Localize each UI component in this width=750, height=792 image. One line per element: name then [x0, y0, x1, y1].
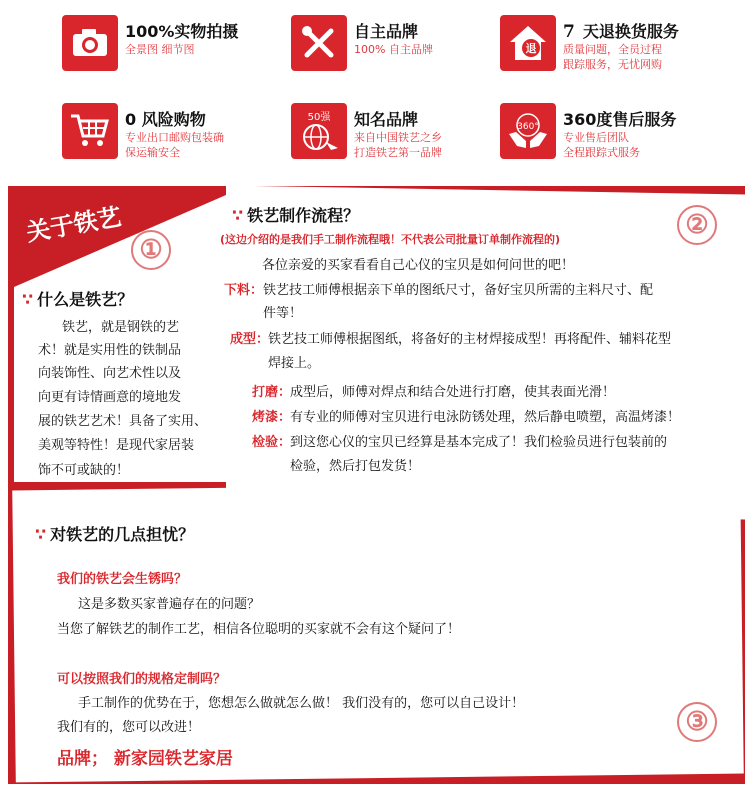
section-number-3: ③ [677, 702, 717, 742]
feature-sub: 全景图 细节图 [125, 43, 195, 56]
hands-service-icon [500, 103, 556, 159]
feature-title: 知名品牌 [354, 110, 419, 129]
house-return-icon [500, 15, 556, 71]
feature-return [500, 15, 720, 75]
process-intro: 各位亲爱的买家看看自己心仪的宝贝是如何问世的吧！ [262, 258, 575, 273]
feature-after-sales [500, 103, 720, 163]
badge-text: 360° [517, 122, 539, 132]
question-rust: 我们的铁艺会生锈吗？ [57, 572, 188, 587]
camera-icon [62, 15, 118, 71]
feature-title: 0 风险购物 [125, 110, 206, 129]
section-number-1: ① [131, 230, 171, 270]
process-heading: ∵ 铁艺制作流程？ [232, 206, 360, 225]
concerns-heading: ∵ 对铁艺的几点担忧？ [35, 525, 195, 544]
answer-line: 我们有的，您可以改进！ [57, 720, 201, 735]
feature-real-photo [62, 15, 282, 75]
process-note: (这边介绍的是我们手工制作流程哦！不代表公司批量订单制作流程的) [220, 233, 561, 246]
about-banner-text: 关于铁艺 [24, 202, 124, 247]
feature-sub: 质量问题，全员过程 跟踪服务，无忧网购 [563, 43, 662, 71]
about-heading: ∵ 什么是铁艺？ [22, 290, 134, 309]
feature-title: 自主品牌 [354, 22, 419, 41]
tools-icon [291, 15, 347, 71]
feature-sub: 专业售后团队 全程跟踪式服务 [563, 131, 640, 159]
cart-icon [62, 103, 118, 159]
feature-title: 100%实物拍摄 [125, 22, 239, 41]
days-number: 7 [563, 22, 575, 42]
svg-text:退: 退 [525, 42, 537, 55]
feature-title: 360度售后服务 [563, 110, 677, 129]
answer-line: 这是多数买家普遍存在的问题？ [78, 597, 261, 612]
question-custom: 可以按照我们的规格定制吗？ [57, 672, 227, 687]
answer-line: 当您了解铁艺的制作工艺，相信各位聪明的买家就不会有这个疑问了！ [57, 622, 461, 637]
about-banner [14, 195, 243, 287]
brand-line: 品牌； 新家园铁艺家居 [57, 749, 233, 769]
feature-zero-risk [62, 103, 282, 163]
badge-text: 50强 [307, 112, 331, 123]
feature-sub: 100% 自主品牌 [354, 43, 433, 56]
feature-sub: 来自中国铁艺之乡 打造铁艺第一品牌 [354, 131, 442, 159]
feature-sub: 专业出口邮购包装确 保运输安全 [125, 131, 224, 159]
globe-badge-icon [291, 103, 347, 159]
feature-title: 7 天退换货服务 [563, 22, 679, 42]
section-number-2: ② [677, 205, 717, 245]
feature-famous-brand [291, 103, 511, 163]
feature-own-brand [291, 15, 511, 75]
answer-line: 手工制作的优势在于，您想怎么做就怎么做！ 我们没有的，您可以自己设计！ [78, 696, 525, 711]
